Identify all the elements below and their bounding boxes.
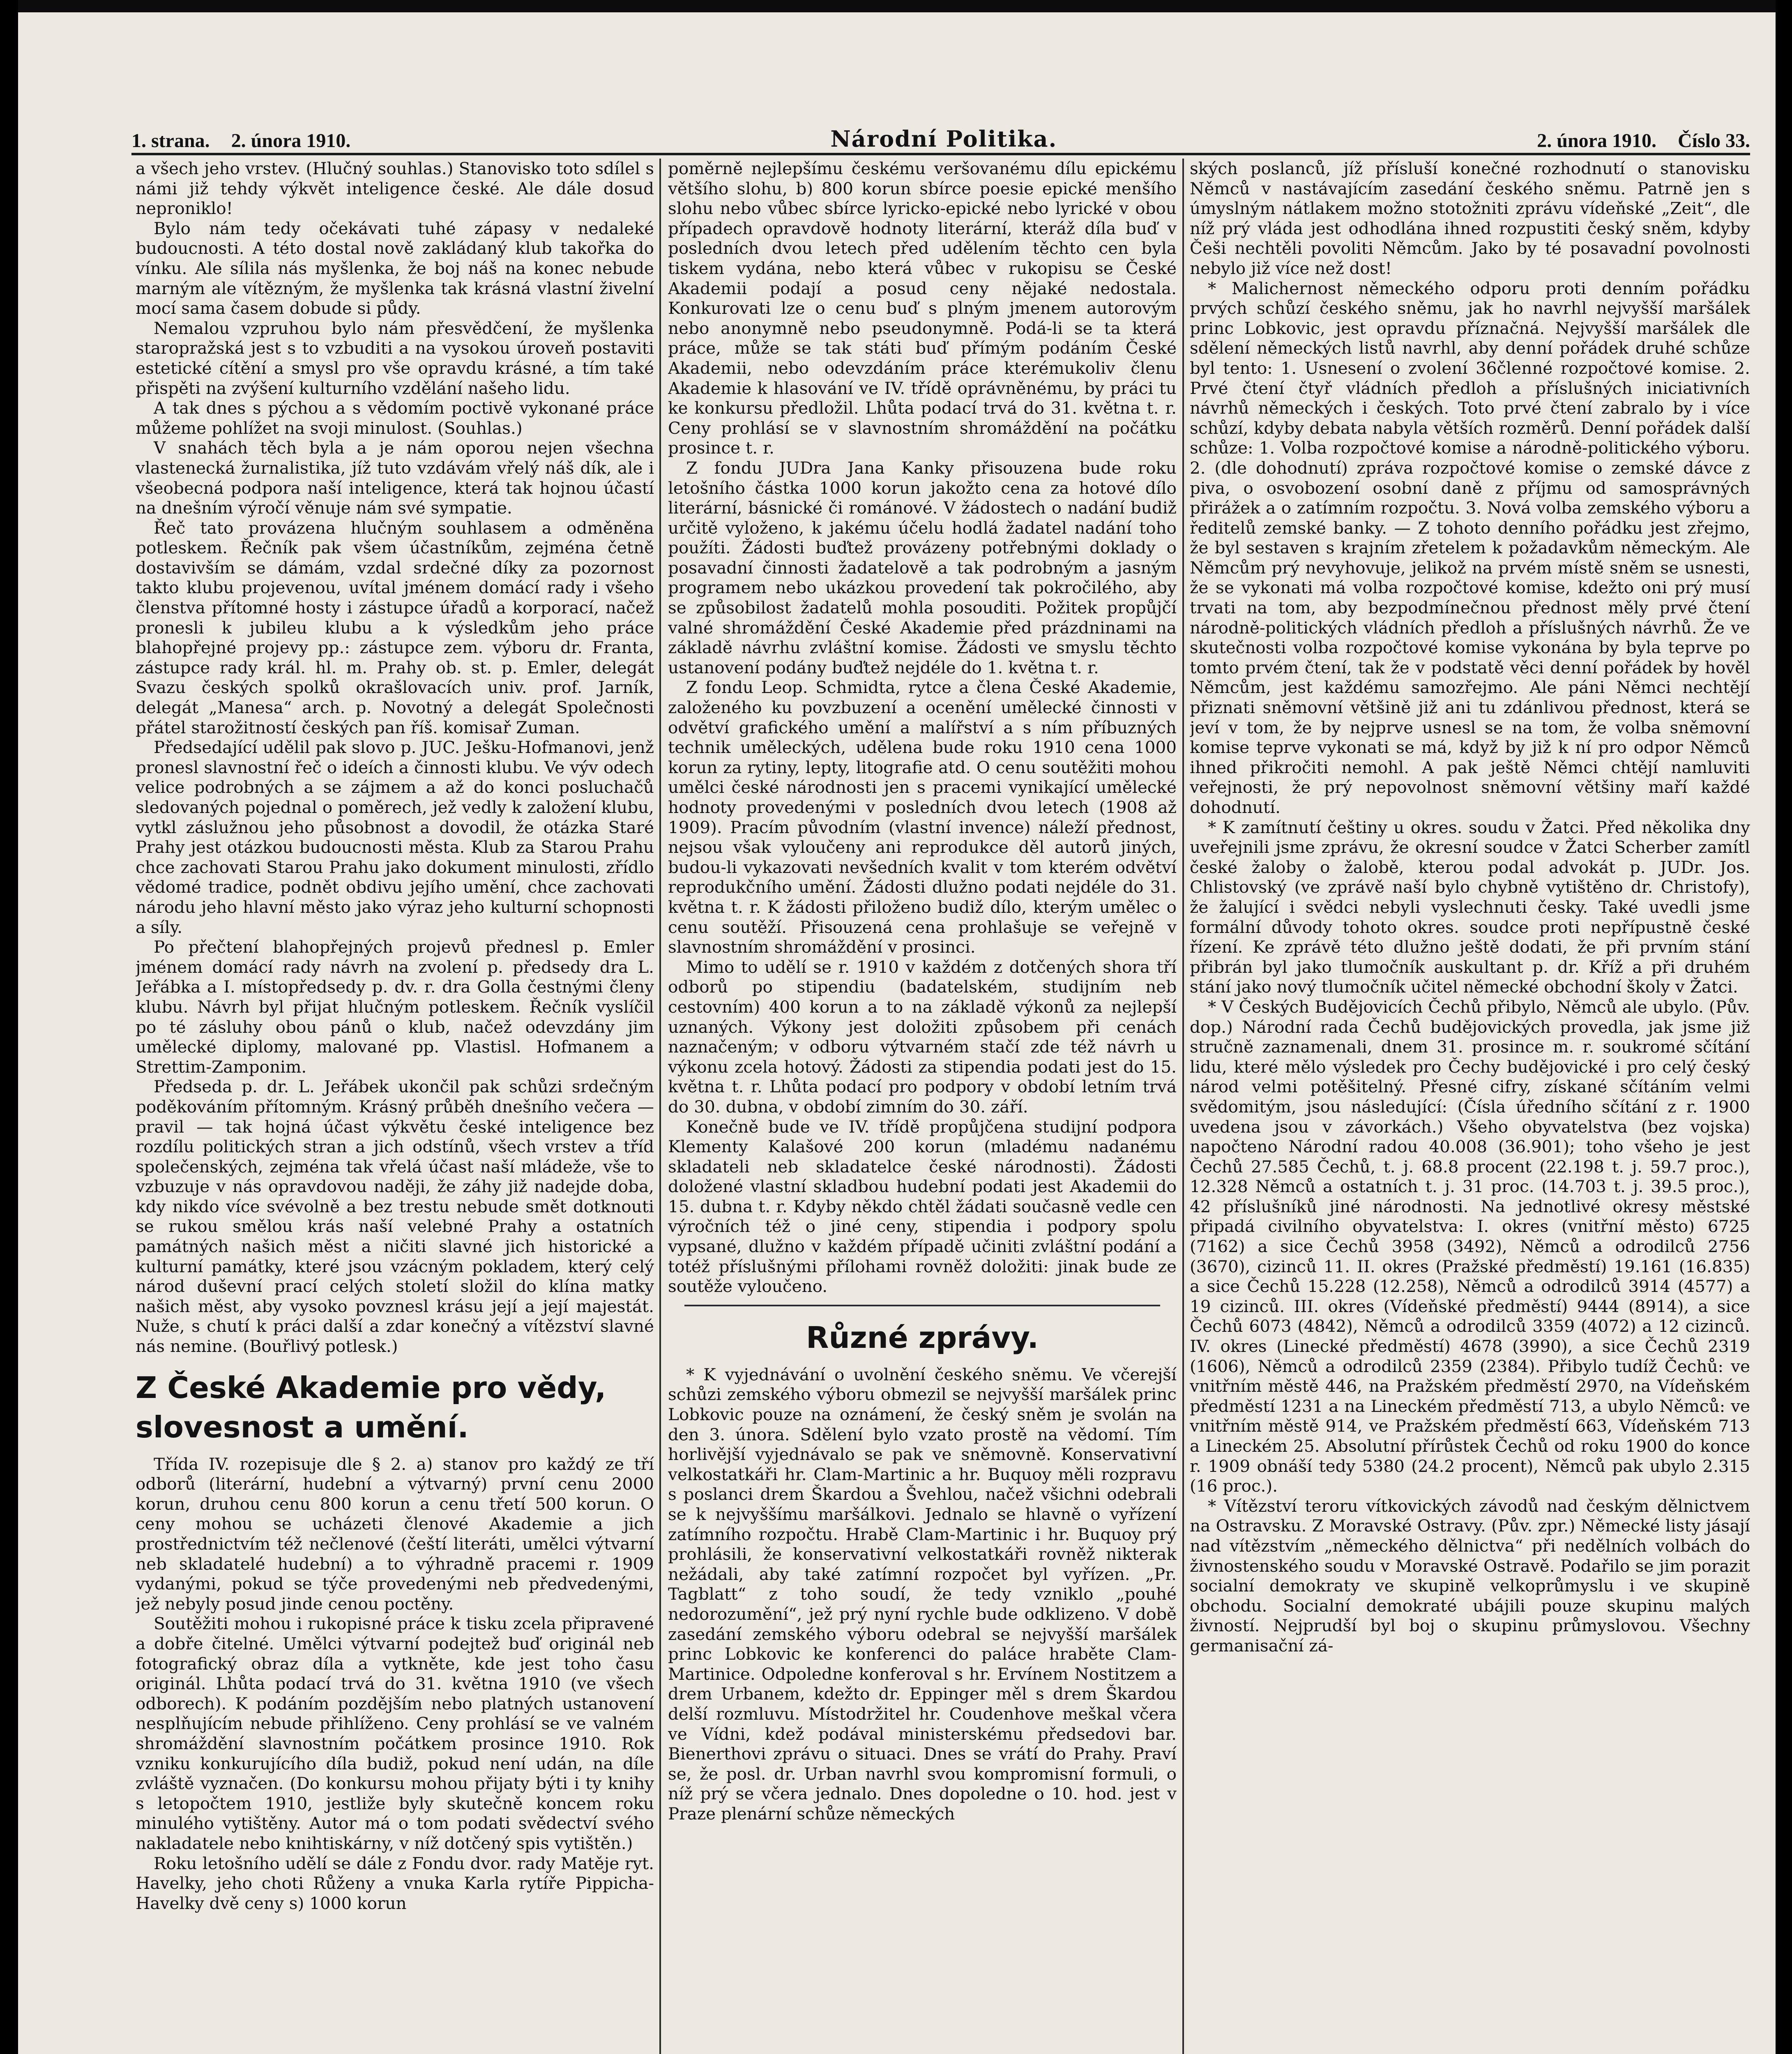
news-item: * K vyjednávání o uvolnění českého sněmu. Ve včerejší schůzi zemského výboru obmezil se nejvyšší maršálek princ Lobkovic pouze na oznámení, že český sněm je svolán na den 3. února. Sdělení bylo vzato prostě na vědomí. Tím horlivější vyjednávalo se pak ve sněmovně. Konservativní velkostatkáři hr. Clam-Martinic a hr. Buquoy měli rozpravu s poslanci drem Škardou a Švehlou, načež všichni odebrali se k nejvyššímu maršálkovi. Jednalo se hlavně o vyřízení zatímního rozpočtu. Hrabě Clam-Martinic i hr. Buquoy prý prohlásili, že konservativní velkostatkáři rovněž nikterak nežádali, aby také zatímní rozpočet byl vyřízen. „Pr. Tagblatt“ z toho soudí, že tedy vzniklo „pouhé nedorozumění“, jež prý nyní rychle bude odklizeno. V době zasedání zemského výboru odebral se nejvyšší maršálek princ Lobkovic ke konferenci do paláce hraběte Clam-Martinice. Odpoledne konferoval s hr. Ervínem Nostitzem a drem Urbanem, kdežto dr. Eppinger měl s drem Škardou delší rozmluvu. Místodržitel hr. Coudenhove meškal včera ve Vídni, kdež podával ministerskému předsedovi bar. Bienerthovi zprávu o situaci. Dnes se vrátí do Prahy. Praví se, že posl. dr. Urban navrhl svou kompromisní formuli, o níž prý se včera jednalo. Dnes dopoledne o 10. hod. jest v Praze plenární schůze německých <box>668 1364 1177 1824</box>
article-paragraph: Předsedající udělil pak slovo p. JUC. Ješku-Hofmanovi, jenž pronesl slavnostní řeč o ideích a činnosti klubu. Ve výv odech velice podrobných a se zájmem a až do konci posluchačů sledovaných pojednal o poměrech, jež vedly k založení klubu, vytkl záslužnou jeho působnost a dovodil, že otázka Staré Prahy jest otázkou budoucnosti města. Klub za Starou Prahu chce zachovati Starou Prahu jako dokument minulosti, zřídlo vědomé tradice, podnět obdivu jejího umění, chce zachovati národu jeho hlavní město jako výraz jeho kulturní schopnosti a síly. <box>136 737 654 937</box>
academy-heading: Z České Akademie pro vědy, slovesnost a umění. <box>136 1370 606 1444</box>
article-paragraph: V snahách těch byla a je nám oporou nejen všechna vlastenecká žurnalistika, jíž tuto vzdávám vřelý náš dík, ale i všeobecná podpora naší inteligence, která tak hojnou účastí na dnešním výročí věnuje nám své sympatie. <box>136 438 654 518</box>
article-paragraph: a všech jeho vrstev. (Hlučný souhlas.) Stanovisko toto sdílel s námi již tehdy výkvět inteligence české. Ale dále dosud neproniklo! <box>136 159 654 219</box>
article-paragraph: Bylo nám tedy očekávati tuhé zápasy v nedaleké budoucnosti. A této dostal nově zakládaný klub takořka do vínku. Ale sílila nás myšlenka, že boj náš na konec nebude marným ale vítězným, že myšlenka tak krásná vlastní živelní mocí sama časem dobude si půdy. <box>136 218 654 318</box>
article-paragraph: Předseda p. dr. L. Jeřábek ukončil pak schůzi srdečným poděkováním přítomným. Krásný průběh dnešního večera — pravil — tak hojná účast výkvětu české inteligence bez rozdílu politických stran a jich odstínů, všech vrstev a tříd společenských, zejména tak vřelá účast naší mládeže, vše to vzbuzuje v nás opravdovou naději, že záhy již nadejde doba, kdy nikdo více svévolně a bez trestu nebude smět dotknouti se rukou smělou krás naší velebné Prahy a ostatních památných našich měst a ničiti slavné jich historické a kulturní památky, které jsou vzácným pokladem, který celý národ duševní prací celých století složil do klína matky našich měst, aby vysoko povznesl krásu její a její majestát. Nuže, s chutí k práci další a zdar konečný a vítězství slavné nás nemine. (Bouřlivý potlesk.) <box>136 1077 654 1356</box>
article-paragraph: Řeč tato provázena hlučným souhlasem a odměněna potleskem. Řečník pak všem účastníkům, zejména četně dostavivším se dámám, vzdal srdečné díky za pozornost takto klubu projevenou, uvítal jménem domácí rady i všeho členstva přítomné hosty i zástupce úřadů a korporací, načež pronesli k jubileu klubu a k výsledkům jeho práce blahopřejné projevy pp.: zástupce zem. výboru dr. Franta, zástupce rady král. hl. m. Prahy ob. st. p. Emler, delegát Svazu českých spolků okrašlovacích univ. prof. Jarník, delegát „Manesa“ arch. p. Novotný a delegát Společnosti přátel starožitností českých pan říš. komisař Zuman. <box>136 518 654 737</box>
issue-number: Číslo 33. <box>1677 130 1750 152</box>
scan-edge-left <box>0 0 18 2054</box>
news-item: * Vítězství teroru vítkovických závodů nad českým dělnictvem na Ostravsku. Z Moravské Ostravy. (Pův. zpr.) Německé listy jásají nad vítězstvím „německého dělnictva“ při nedělních volbách do živnostenského soudu v Moravské Ostravě. Podařilo se jim porazit socialní demokraty ve skupině velkoprůmyslu i ve skupině obchodu. Socialní demokraté ubájili pouze skupinu malých živností. Nejprudší byl boj o skupinu průmyslovou. Všechny germanisační zá- <box>1190 1496 1750 1656</box>
article-paragraph: Konečně bude ve IV. třídě propůjčena studijní podpora Klementy Kalašové 200 korun (mladému nadanému skladateli neb skladatelce české národnosti). Žádosti doložené vlastní skladbou hudební podati jest Akademii do 15. dubna t. r. Kdyby někdo chtěl žádati současně vedle cen výročních též o jiné ceny, stipendia i podpory spolu vypsané, dlužno v každém případě učiniti zvláštní podání a totéž příslušnými přílohami rovněž doložiti: jinak bude ze soutěže vyloučeno. <box>668 1117 1177 1296</box>
header-left <box>131 129 367 152</box>
news-heading: Různé zprávy. <box>806 1320 1039 1355</box>
header-rule <box>131 153 1750 155</box>
article-paragraph: Soutěžiti mohou i rukopisné práce k tisku zcela připravené a dobře čitelné. Umělci výtvarní podejtež buď originál neb fotografický obraz díla a vytkněte, kde jest toho času originál. Lhůta podací trvá do 31. května 1910 (ve všech odborech). K podáním pozdějším nebo platných ustanovení nesplňujícím nebude přihlíženo. Ceny prohlásí se ve valném shromáždění slavnostním počátkem prosince 1910. Rok vzniku konkurujícího díla budiž, pokud není udán, na díle zvláště vyznačen. (Do konkursu mohou přijaty býti i ty knihy s letopočtem 1910, jestliže byly skutečně koncem roku minulého vytištěny. Autor má o tom podati svědectví svého nakladatele nebo knihtiskárny, v níž dotčený spis vytištěn.) <box>136 1614 654 1853</box>
article-paragraph: Po přečtení blahopřejných projevů přednesl p. Emler jménem domácí rady návrh na zvolení p. předsedy dra L. Jeřábka a I. místopředsedy p. dv. r. dra Golla čestnými členy klubu. Návrh byl přijat hlučným potleskem. Řečník vyslíčil po té zásluhy obou pánů o klub, načež odevzdány jim umělecké diplomy, malované pp. Vlastisl. Hofmanem a Strettim-Zamponim. <box>136 937 654 1077</box>
article-paragraph: poměrně nejlepšímu českému veršovanému dílu epickému většího slohu, b) 800 korun sbírce poesie epické menšího slohu nebo vůbec sbírce lyricko-epické nebo lyrické v obou případech opravdově hodnoty literární, kteráž díla buď v posledních dvou letech před udělením těchto cen byla tiskem vydána, nebo která vůbec v rukopisu se České Akademii podají a posud ceny nějaké nedostala. Konkurovati lze o cenu buď s plným jmenem autorovým nebo anonymně nebo pseudonymně. Podá-li se ta která práce, může se tak státi buď přímým podáním České Akademii, nebo odevzdáním práce kterémukoliv členu Akademie k hlasování ve IV. třídě oprávněnému, by práci tu ke konkursu předložil. Lhůta podací trvá do 31. května t. r. Ceny prohlásí se v slavnostním shromáždění na počátku prosince t. r. <box>668 159 1177 458</box>
news-item: ských poslanců, jíž přísluší konečné rozhodnutí o stanovisku Němců v nastávajícím zasedání českého sněmu. Patrně jen s úmyslným nátlakem možno stotožniti zprávu vídeňské „Zeit“, dle níž prý vláda jest odhodlána ihned rozpustiti český sněm, kdyby Češi nechtěli povoliti Němcům. Jako by té posavadní povolnosti nebylo již více než dost! <box>1190 159 1750 278</box>
article-paragraph: Z fondu JUDra Jana Kanky přisouzena bude roku letošního částka 1000 korun jakožto cena za hotové dílo literární, básnické či románové. V žádostech o nadání budiž určitě vyloženo, k jakému účelu hodlá žadatel nadání toho použíti. Žádosti buďtež provázeny potřebnými doklady o posavadní činnosti žadatelově a tak podrobným a jasným programem nebo ukázkou provedení tak pokročilého, aby se způsobilost žadatelů mohla posouditi. Požitek propůjčí valné shromáždění České Akademie před prázdninami na základě návrhu zvláštní komise. Žádosti ve smyslu těchto ustanovení podány buďtež nejdéle do 1. května t. r. <box>668 458 1177 677</box>
header-date-right: 2. února 1910. <box>1537 130 1656 152</box>
header-right <box>1520 129 1750 152</box>
column-1 <box>136 159 654 2054</box>
news-item: * K zamítnutí češtiny u okres. soudu v Žatci. Před několika dny uveřejnili jsme zprávu, že okresní soudce v Žatci Scherber zamítl české žaloby o žalobě, kterou podal advokát p. JUDr. Jos. Chlistovský (ve zprávě naší bylo chybně vytištěno dr. Christofy), že žalující i svědci nebyli vyslechnuti česky. Také uvedli jsme formální důvody tohoto okres. soudce proti nepřípustně české řízení. Ke zprávě této dlužno ještě dodati, že při prvním stání přibrán byl jako tlumočník auskultant p. dr. Kříž a při druhém stání jako nový tlumočník učitel německé obchodní školy v Žatci. <box>1190 817 1750 997</box>
column-2 <box>668 159 1177 2054</box>
scan-edge-top <box>0 0 1792 12</box>
article-paragraph: Roku letošního udělí se dále z Fondu dvor. rady Matěje ryt. Havelky, jeho choti Růženy a vnuka Karla rytíře Pippicha-Havelky dvě ceny s) 1000 korun <box>136 1853 654 1913</box>
news-item: * V Českých Budějovicích Čechů přibylo, Němců ale ubylo. (Pův. dop.) Národní rada Čechů budějovických provedla, jak jsme již stručně zaznamenali, dnem 31. prosince m. r. soukromé sčítání lidu, které mělo výsledek pro Čechy budějovické i pro celý český národ velmi potěšitelný. Přesné cifry, získané sčítáním velmi svědomitým, jsou následující: (Čísla úředního sčítání z r. 1900 uvedena jsou v závorkách.) Všeho obyvatelstva (bez vojska) napočteno Národní radou 40.008 (36.901); toho všeho je jest Čechů 27.585 Čechů, t. j. 68.8 procent (22.198 t. j. 59.7 proc.), 12.328 Němců a ostatních t. j. 31 proc. (14.703 t. j. 39.5 proc.), 42 příslušníků jiné národnosti. Na jednotlivé okresy městské připadá civilního obyvatelstva: I. okres (vnitřní město) 6725 (7162) a sice Čechů 3958 (3492), Němců a odrodilců 2756 (3670), cizinců 11. II. okres (Pražské předměstí) 19.161 (16.835) a sice Čechů 15.228 (12.258), Němců a odrodilců 3914 (4577) a 19 cizinců. III. okres (Vídeňské předměstí) 9444 (8914), a sice Čechů 6073 (4842), Němců a odrodilců 3359 (4072) a 12 cizinců. IV. okres (Linecké předměstí) 4678 (3990), a sice Čechů 2319 (1606), Němců a odrodilců 2359 (2384). Přibylo tudíž Čechů: ve vnitřním městě 446, na Pražském předměstí 2970, na Vídeňském předměstí 1231 a na Lineckém předměstí 713, a ubylo Němců: ve vnitřním městě 914, ve Pražském předměstí 663, Vídeňském 713 a Lineckém 25. Absolutní přírůstek Čechů od roku 1900 do konce r. 1909 obnáší tedy 5380 (24.2 procent), Němců pak ubylo 2.315 (16 proc.). <box>1190 997 1750 1496</box>
column-3 <box>1190 159 1750 2054</box>
article-paragraph: A tak dnes s pýchou a s vědomím poctivě vykonané práce můžeme pohlížet na svoji minulost. (Souhlas.) <box>136 398 654 438</box>
page-header <box>131 119 1750 152</box>
article-paragraph: Nemalou vzpruhou bylo nám přesvědčení, že myšlenka staropražská jest s to vzbuditi a na vysokou úroveň postaviti estetické cítění a smysl pro vše opravdu krásné, a tím také přispěti na zvýšení kulturního vzdělání našeho lidu. <box>136 318 654 398</box>
article-paragraph: Třída IV. rozepisuje dle § 2. a) stanov pro každý ze tří odborů (literární, hudební a výtvarný) první cenu 2000 korun, druhou cenu 800 korun a cenu třetí 500 korun. O ceny mohou se ucházeti členové Akademie a jich prostřednictvím též nečlenové (čeští literáti, umělci výtvarní neb skladatelé hudební) a to výhradně pracemi r. 1909 vydanými, pokud se týče provedenými neb předvedenými, jež nebyly posud jinde cenou poctěny. <box>136 1454 654 1614</box>
page-label: 1. strana. <box>131 130 210 152</box>
column-divider <box>1182 159 1184 2054</box>
scan-edge-right <box>1776 0 1792 2054</box>
section-divider <box>684 1305 1160 1306</box>
news-item: * Malichernost německého odporu proti denním pořádku prvých schůzí českého sněmu, jak ho navrhl nejvyšší maršálek princ Lobkovic, jest opravdu příznačná. Nejvyšší maršálek dle sdělení německých listů navrhl, aby denní pořádek druhé schůze byl tento: 1. Usnesení o zvolení 36členné rozpočtové komise. 2. Prvé čtení čtyř vládních předloh a příslušných iniciativních návrhů německých i českých. Toto prvé čtení zabralo by i více schůzí, kdyby debata nabyla větších rozměrů. Denní pořádek další schůze: 1. Volba rozpočtové komise a národně-politického výboru. 2. (dle dohodnutí) zpráva rozpočtové komise o zemské dávce z piva, o osvobození osobní daně z příjmu od samosprávných přirážek a o zatímním rozpočtu. 3. Nová volba zemského výboru a ředitelů zemské banky. — Z tohoto denního pořádku jest zřejmo, že byl sestaven s krajním zřetelem k požadavkům německým. Ale Němcům prý nevyhovuje, jelikož na prvém místě sněm se usnesti, že se vykonati má volba rozpočtové komise, kdežto oni prý musí trvati na tom, aby bezpodmínečnou přednost měly prvé čtení národně-politických vládních předloh a příslušných návrhů. Že ve skutečnosti volba rozpočtové komise vykonána by byla teprve po tomto prvém čtení, tak že v podstatě věci denní pořádek by hověl Němcům, jest každému samozřejmo. Ale páni Němci nechtějí přiznati sněmovní většině již ani tu zdánlivou přednost, která se jeví v tom, že by nejprve usnesl se na tom, že volba sněmovní komise teprve vykonati se má, když by již k ní pro odpor Němců ihned přikročiti nemohl. A pak ještě Němci chtějí namluviti veřejnosti, že prý nepovolnost sněmovní většiny maří každé dohodnutí. <box>1190 278 1750 817</box>
newspaper-title: Národní Politika. <box>830 126 1057 152</box>
article-paragraph: Mimo to udělí se r. 1910 v každém z dotčených shora tří odborů po stipendiu (badatelském, studijním neb cestovním) 400 korun a to na základě výkonů za nejlepší uznaných. Výkony jest doložiti způsobem při cenách naznačeným; v odboru výtvarném stačí zde též návrh u výkonu zcela hotový. Žádosti za stipendia podati jest do 15. května t. r. Lhůta podací pro podpory v období letním trvá do 30. dubna, v období zimním do 30. září. <box>668 957 1177 1117</box>
article-paragraph: Z fondu Leop. Schmidta, rytce a člena České Akademie, založeného ku povzbuzení a ocenění umělecké činnosti v odvětví grafického umění a malířství a s ním příbuzných technik uměleckých, udělena bude roku 1910 cena 1000 korun za rytiny, lepty, litografie atd. O cenu soutěžiti mohou umělci české národnosti jen s pracemi vynikající umělecké hodnoty provedenými v posledních dvou letech (1908 až 1909). Pracím původním (vlastní invence) náleží přednost, nejsou však vyloučeny ani reprodukce děl autorů jiných, budou-li vykazovati nevšedních kvalit v tom kterém odvětví reprodukčního umění. Žádosti dlužno podati nejdéle do 31. května t. r. K žádosti přiloženo budiž dílo, kterým umělec o cenu soutěží. Přisouzená cena prohlašuje se veřejně v slavnostním shromáždění v prosinci. <box>668 677 1177 957</box>
header-date-left: 2. února 1910. <box>231 130 351 152</box>
column-divider <box>659 159 661 2054</box>
